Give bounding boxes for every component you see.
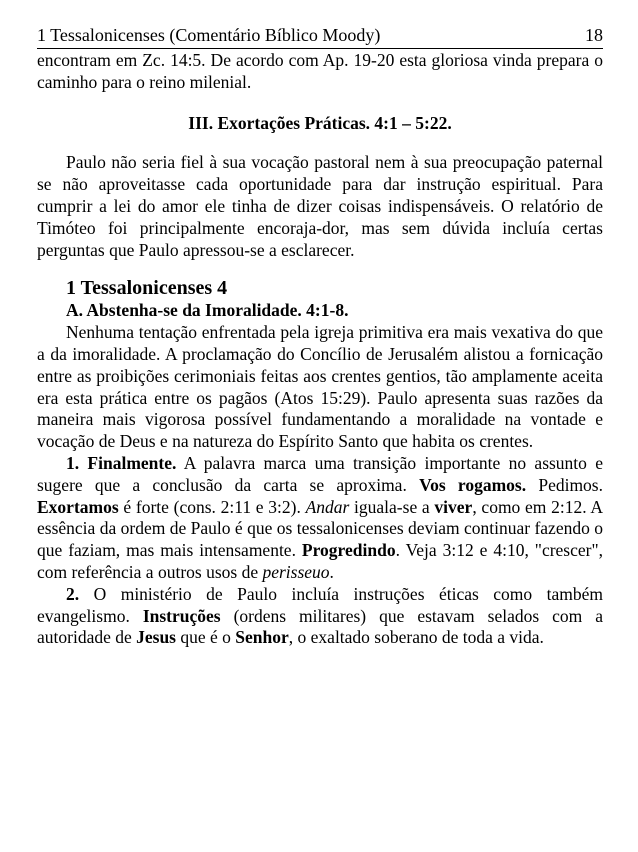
italic-term: Andar bbox=[305, 496, 350, 517]
keyword: viver bbox=[434, 496, 473, 517]
italic-term: perisseuo bbox=[262, 561, 330, 582]
paragraph-immorality: Nenhuma tentação enfrentada pela igreja primitiva era mais vexativa do que a da imoralidade. A proclamação do Concílio de Jerusalém alistou a fornicação entre as proibições cerimoniais feitas aos crentes gentios, tão amplamente aceita era esta prática entre os pagãos (Atos 15:29). Paulo apresenta suas razões da maneira mais vigorosa possível fundamentando a moralidade na vontade e vocação de Deus e na natureza do Espírito Santo que habita os crentes. bbox=[37, 322, 603, 452]
keyword: Vos rogamos. bbox=[419, 474, 527, 495]
paragraph-verse-1: 1. Finalmente. A palavra marca uma transição importante no assunto e sugere que a conclusão da carta se aproxima. Vos rogamos. Pedimos. Exortamos é forte (cons. 2:11 e 3:2). Andar iguala-se a viver, como em 2:12. A essência da ordem de Paulo é que os tessalonicenses deviam continuar fazendo o que faziam, mas mais intensamente. Progredindo. Veja 3:12 e 4:10, "crescer", com referência a outros usos de perisseuo. bbox=[37, 452, 604, 582]
paragraph-intro: Paulo não seria fiel à sua vocação pastoral nem à sua preocupação paternal se não aproveitasse cada oportunidade para dar instrução espiritual. Para cumprir a lei do amor ele tinha de dizer coisas indispensáveis. O relatório de Timóteo foi principalmente encoraja-dor, mas sem dúvida incluía certas perguntas que Paulo apressou-se a esclarecer. bbox=[37, 152, 603, 260]
paragraph-continuation: encontram em Zc. 14:5. De acordo com Ap. 19-20 esta gloriosa vinda prepara o caminho para o reino milenial. bbox=[37, 50, 603, 92]
page-header bbox=[37, 22, 603, 49]
keyword: Instruções bbox=[142, 605, 221, 626]
keyword: Senhor bbox=[235, 627, 289, 648]
verse-number: 1. Finalmente. bbox=[66, 452, 177, 473]
subsection-title: A. Abstenha-se da Imoralidade. 4:1-8. bbox=[66, 300, 349, 321]
page-body bbox=[37, 50, 603, 649]
paragraph-verse-2: 2. O ministério de Paulo incluía instruções éticas como também evangelismo. Instruções (ordens militares) que estavam selados com a autoridade de Jesus que é o Senhor, o exaltado soberano de toda a vida. bbox=[37, 583, 604, 648]
chapter-title: 1 Tessalonicenses 4 bbox=[66, 277, 228, 300]
header-title: 1 Tessalonicenses (Comentário Bíblico Moody) bbox=[37, 25, 381, 45]
keyword: Progredindo bbox=[301, 540, 396, 561]
keyword: Jesus bbox=[136, 627, 176, 648]
verse-number: 2. bbox=[66, 583, 80, 604]
page-number: 18 bbox=[585, 25, 603, 45]
keyword: Exortamos bbox=[37, 496, 119, 517]
section-heading: III. Exortações Práticas. 4:1 – 5:22. bbox=[188, 112, 452, 133]
